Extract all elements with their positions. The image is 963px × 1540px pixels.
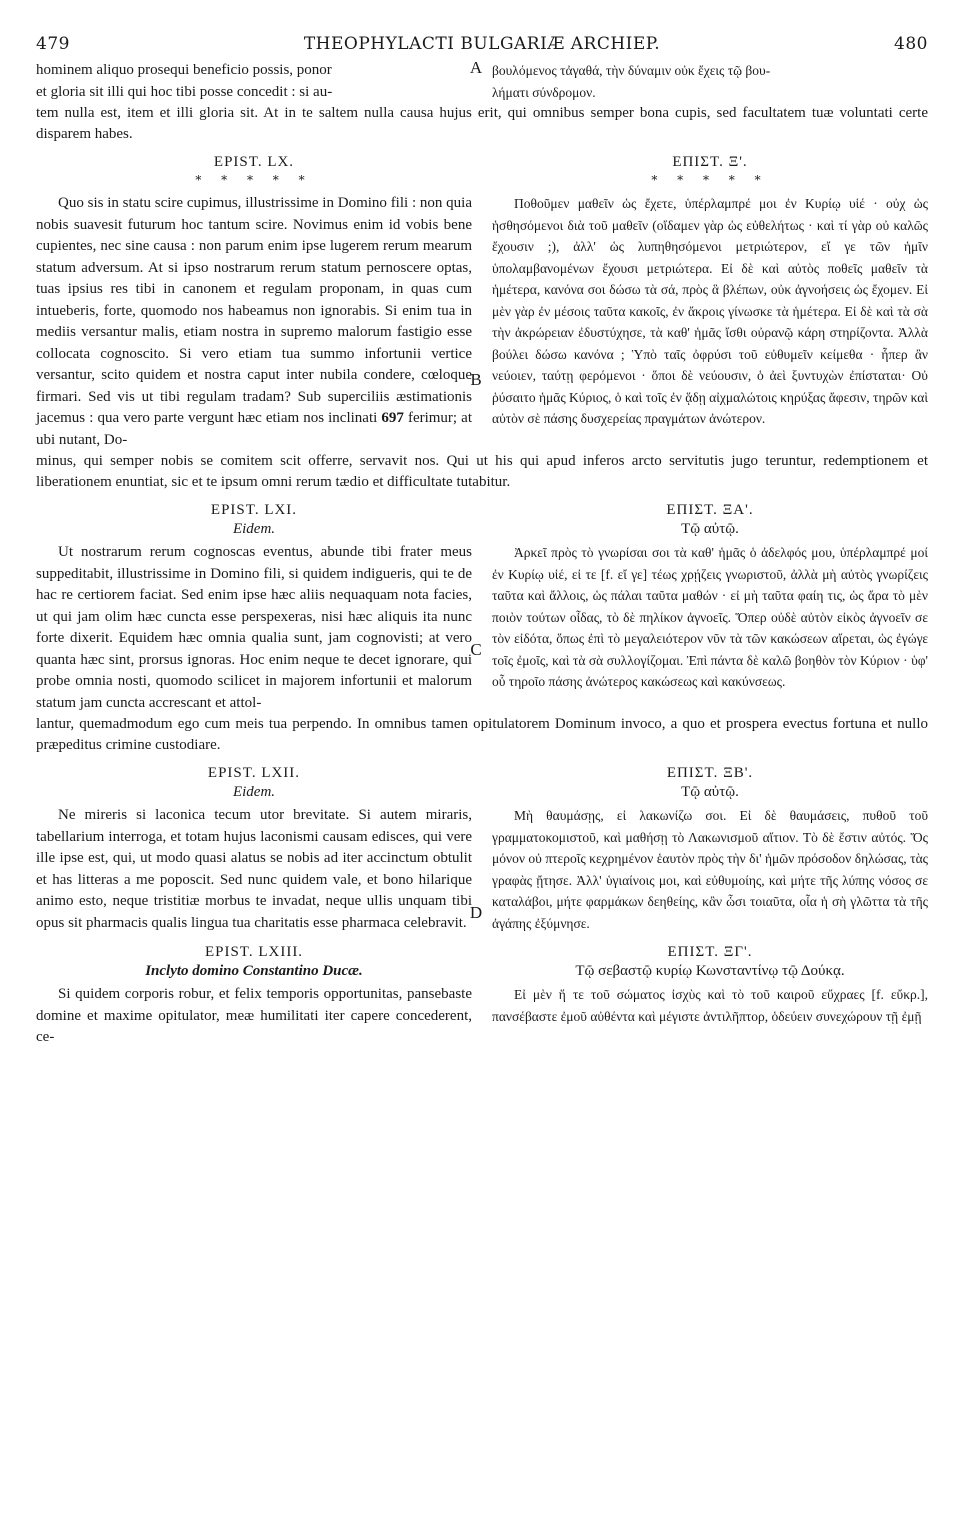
greek-text: Ποθοῦμεν μαθεῖν ὡς ἔχετε, ὑπέρλαμπρέ μοι ἐν Κυρίῳ υἱέ · οὐχ ὡς ἡσθησόμενοι διὰ τοῦ μαθεῖν (οἴδαμεν γὰρ ὡς εὐθελήτως · καὶ τί γὰρ οὐ καλῶς ἔχουσιν ;), ἀλλ' ὡς λυπηθησόμενοι μετριώτερον, εἴ γε τῶν ἡμῖν ὑπολαμβανομένων ἔχουσι μετριώτερα. Εἰ δὲ καὶ αὐτὸς ποθεῖς μαθεῖν τὰ ἡμέτερα, κανόνα σοι δώσω τὰ σά, πρὸς ἃ βλέπων, οὐκ ἀγνοήσεις ὡς ἔχομεν. Εἰ μὲν γὰρ ἐν μέσοις ταῦτα κακοῖς, ἐν ἄκροις γίνωσκε τὰ ἡμέτερα. Εἰ δὲ καὶ τὰ σὰ τὴν ἀκρώρειαν ἐδυστύχησε, τὰ καθ' ἡμᾶς ἴσθι οὐρανῷ κάρη στηρίζοντα. Ἀλλὰ βούλει δώσω κανόνα ; Ὑπὸ ταῖς ὀφρύσι τοῦ εὐθυμεῖν κείμεθα · ἧπερ ἂν νεύοιεν, ταύτῃ φερόμενοι · ὅποι δὲ νεύουσιν, ὁ ἀεὶ ξυντυχὼν ἐπίσταται· Οὐ ῥύσαιτο ἡμᾶς Κύριος, ὁ καὶ τοῖς ἐν ᾅδῃ αἰχμαλώτοις κηρύξας ἄφεσιν, τηρῶν καὶ αὐτὸν σὲ πάσης δυσχερείας πραγμάτων ἀνώτερον.	[492, 196, 928, 426]
full-width-paragraph: tem nulla est, item et illi gloria sit. At in te saltem nulla causa hujus erit, qui omnibus semper bona cupis, sed facultatem tuæ voluntati certe disparem habes.	[36, 105, 928, 142]
epistle-title-latin: EPIST. LXII.	[207, 765, 301, 781]
column-marker-d: D	[469, 903, 483, 922]
latin-text	[36, 193, 472, 451]
greek-line: λήματι σύνδρομον.	[492, 84, 596, 100]
asterisks: * * * * *	[195, 173, 313, 187]
greek-line: βουλόμενος τἀγαθά, τὴν δύναμιν οὐκ ἔχεις τῷ βου-	[492, 63, 771, 78]
latin-text: Ne mireris si laconica tecum utor brevitate. Si autem miraris, tabellarium interroga, et totam hujus laconismi causam edisces, qui vere ille ipse est, qui, ut modo quasi alatus se nobis ad iter accinctum obtulit et has litteras a me poposcit. Sed nunc quidem vale, et bono hilarique animo esto, neque tristitiæ morbus te invadat, neque ullis unquam tibi opus sit pharmacis qualis lingua tua charitatis esse pharmaca celebravit.	[36, 807, 472, 931]
epistle-63	[36, 934, 928, 1049]
epistle-address-greek: Τῷ αὐτῷ.	[681, 521, 739, 537]
column-marker-a: A	[469, 58, 483, 77]
epistle-title-greek: ΕΠΙΣΤ. ΞΓ'.	[667, 944, 753, 960]
greek-text: Εἰ μὲν ἥ τε τοῦ σώματος ἰσχὺς καὶ τὸ τοῦ καιροῦ εὔχραες [f. εὔκρ.], πανσέβαστε ἐμοῦ αὐθέντα καὶ μέγιστε ἀντιλῆπτορ, ὁδεύειν συνεχώρουν τῇ ἐμῇ	[492, 987, 928, 1024]
page	[36, 30, 928, 1049]
epistle-61	[36, 492, 928, 714]
latin-body: Quo sis in statu scire cupimus, illustrissime in Domino fili : non quia nobis suavesit futurum hoc tantum scire. Novimus enim id vobis bene cupientes, nec sine causa : non parum enim ipse lugerem rerum mearum statum adversum. At si ipso nostrarum rerum statum pernoscere optas, tuas ipsius res tibi in canonem et regulam proponam, in quas cum intueberis, forte, quomodo nos habeamus non ignorabis. Si enim tua in mediis versantur malis, etiam nostra in supremo malorum fastigio esse collocata cognoscito. Si vero etiam tua summo infortunii vertice versantur, scito quidem et nostra caput inter nubila condere, cœloque firmari. Sed vis ut tibi regulam tradam? Sub superciliis æstimationis jacemus : qua vero parte vergunt hæc etiam nos inclinati	[36, 195, 472, 426]
latin-tail: ferimur; at ubi nutant, Do-	[36, 410, 472, 448]
latin-text: Ut nostrarum rerum cognoscas eventus, abunde tibi frater meus suppeditabit, illustrissime in Domino fili, si quidem indigueris, qui te de hac re certiorem faciat. Sed enim ipse hæc aliis nequaquam nota facies, ut qui jam olim hæc cuncta esse perspexeras, nisi hæc aliquis ita nunc forte dixerit. Equidem hæc omnia qualia sunt, jam cognovisti; at vero quanta hæc sint, prorsus ignoras. Hoc enim neque te decet ignorare, qui probe omnia nosti, quomodo scilicet in majorem infortunii et malorum statum jam cuncta accrescant et attol-	[36, 544, 472, 711]
column-marker-c: C	[470, 640, 482, 659]
epistle-address-greek: Τῷ σεβαστῷ κυρίῳ Κωνσταντίνῳ τῷ Δούκᾳ.	[575, 963, 845, 979]
epistle-title-latin: EPIST. LXI.	[210, 502, 298, 518]
epistle-address-greek: Τῷ αὐτῷ.	[681, 784, 739, 800]
column-marker-b: B	[470, 370, 482, 389]
full-width-paragraph: lantur, quemadmodum ego cum meis tua perpendo. In omnibus tamen opitulatorem Dominum invoco, a quo et prospera evectus fortuna et nullo præpeditus crimine custodiare.	[36, 716, 928, 753]
page-number-right: 480	[894, 34, 928, 54]
column-number: 697	[381, 410, 404, 426]
epistle-title-greek: ΕΠΙΣΤ. Ξ'.	[672, 154, 748, 170]
greek-text: Ἀρκεῖ πρὸς τὸ γνωρίσαι σοι τὰ καθ' ἡμᾶς ὁ ἀδελφός μου, ὑπέρλαμπρέ μοί ἐν Κυρίῳ υἱέ, εἰ τε [f. εἴ γε] τέως χρῄζεις γνωριστοῦ, ἀλλὰ μὴ αὐτὸς γνωρίζεις ταῦτα καὶ ἄλλοις, ὡς πάλαι ταῦτα μαθών · εἰ μὴ ταῦτα φαίη τις, ὡς ἄρα τὸ μὲν ποιὸν τούτων οἶδας, τὸ δὲ πηλίκον ἀγνοεῖς. Ὅπερ οὐδὲ αὐτὸν εἰκὸς ἀγνοεῖν σε τὸν εἰδότα, ὅπως ἐπὶ τὸ μεγαλειότερον νῦν τὰ τῶν κακώσεων αἴρεται, ὡς ἐγώγε τοῖς ἐμοῖς, καὶ τὰ σὰ συλλογίζομαι. Ἐπὶ πάντα δὲ καλῶ βοηθὸν τὸν Κύριον · ὑφ' οὗ τηροῖο πάσης ἀνώτερος κακώσεως καὶ κακύνσεως.	[492, 545, 928, 689]
latin-line: hominem aliquo prosequi beneficio possis, ponor	[36, 62, 332, 78]
latin-text: Si quidem corporis robur, et felix temporis opportunitas, pansebaste domine et maxime opitulator, meæ humilitati iter capere concederent, ce-	[36, 986, 472, 1045]
epistle-title-greek: ΕΠΙΣΤ. ΞΒ'.	[666, 765, 754, 781]
epistle-address-latin: Eidem.	[232, 521, 276, 537]
asterisks: * * * * *	[651, 173, 769, 187]
epistle-address-latin: Inclyto domino Constantino Ducæ.	[145, 963, 363, 979]
running-header	[36, 30, 928, 60]
block-a	[36, 60, 928, 103]
epistle-title-latin: EPIST. LXIII.	[204, 944, 304, 960]
epistle-address-latin: Eidem.	[232, 784, 276, 800]
epistle-60	[36, 144, 928, 451]
running-title: THEOPHYLACTI BULGARIÆ ARCHIEP.	[303, 34, 661, 54]
epistle-62	[36, 755, 928, 934]
greek-text: Μὴ θαυμάσῃς, εἰ λακωνίζω σοι. Εἰ δὲ θαυμάσεις, πυθοῦ τοῦ γραμματοκομιστοῦ, καὶ μαθήσῃ τὸ Λακωνισμοῦ αἴτιον. Τὸ δὲ ἔστιν αὐτός. Ὅς μόνον οὐ πτεροῖς κεχρημένον ἑαυτὸν πρὸς τὴν δι' ἡμῶν πρόσοδον δηλώσας, τὰς γραφὰς ᾔτησε. Ἀλλ' ὑγιαίνοις μοι, καὶ εὐθυμοίης, καὶ μήτε τῆς λύπης νόσος σε καταλάβοι, μήτε φαρμάκων δεηθείης, κἂν ὧσι τοιαῦτα, οἷα ἡ σὴ γλῶττα τὰ τῆς ἀγάπης ἐξύμνησε.	[492, 808, 928, 931]
full-width-paragraph: minus, qui semper nobis se comitem scit offerre, servavit nos. Qui ut his qui apud inferos arcto servitutis jugo teruntur, redemptionem et liberationem enuntiat, sic et te ipsum omni rerum tædio et difficultate tutabitur.	[36, 453, 928, 490]
page-number-left: 479	[36, 34, 70, 54]
latin-line: et gloria sit illi qui hoc tibi posse concedit : si au-	[36, 83, 333, 100]
epistle-title-latin: EPIST. LX.	[213, 154, 295, 170]
epistle-title-greek: ΕΠΙΣΤ. ΞΑ'.	[666, 502, 754, 518]
